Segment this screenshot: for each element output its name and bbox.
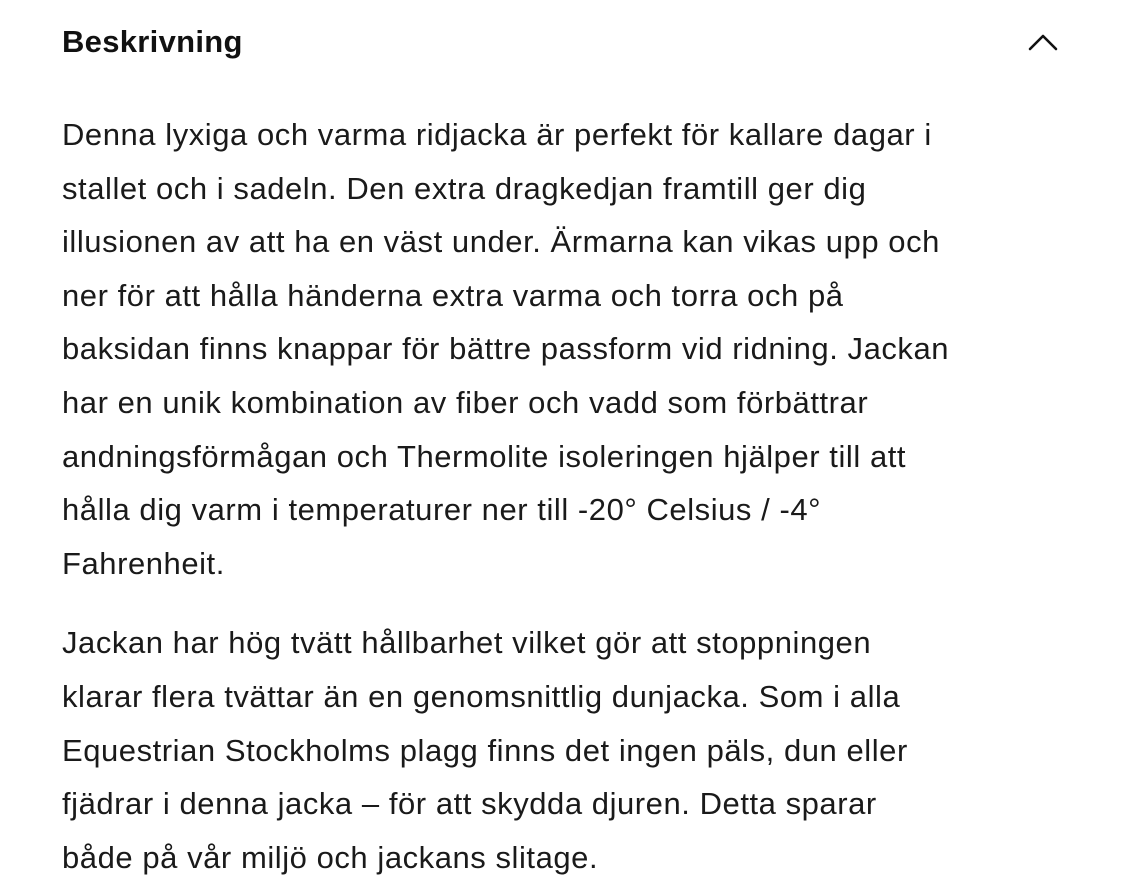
text-line: stallet och i sadeln. Den extra dragkedjan framtill ger dig: [62, 170, 867, 206]
text-line: Fahrenheit.: [62, 545, 225, 581]
chevron-up-icon[interactable]: [1026, 25, 1060, 59]
text-line: Equestrian Stockholms plagg finns det ingen päls, dun eller: [62, 732, 908, 768]
text-line: Jackan har hög tvätt hållbarhet vilket gör att stoppningen: [62, 625, 872, 661]
text-line: andningsförmågan och Thermolite isoleringen hjälper till att: [62, 438, 907, 474]
text-line: hålla dig varm i temperaturer ner till -20° Celsius / -4°: [62, 492, 822, 528]
text-line: klarar flera tvättar än en genomsnittlig dunjacka. Som i alla: [62, 678, 901, 714]
description-paragraph: [62, 108, 1072, 590]
text-line: illusionen av att ha en väst under. Ärmarna kan vikas upp och: [62, 224, 940, 260]
text-line: både på vår miljö och jackans slitage.: [62, 839, 599, 875]
text-line: baksidan finns knappar för bättre passform vid ridning. Jackan: [62, 331, 950, 367]
text-line: Denna lyxiga och varma ridjacka är perfekt för kallare dagar i: [62, 117, 932, 152]
accordion-title: Beskrivning: [62, 24, 243, 59]
text-line: ner för att hålla händerna extra varma och torra och på: [62, 277, 844, 313]
accordion-header-description[interactable]: [62, 18, 1060, 66]
text-line: fjädrar i denna jacka – för att skydda djuren. Detta sparar: [62, 786, 877, 822]
accordion-content: [62, 108, 1072, 884]
description-paragraph: [62, 616, 1072, 884]
text-line: har en unik kombination av fiber och vadd som förbättrar: [62, 384, 869, 420]
